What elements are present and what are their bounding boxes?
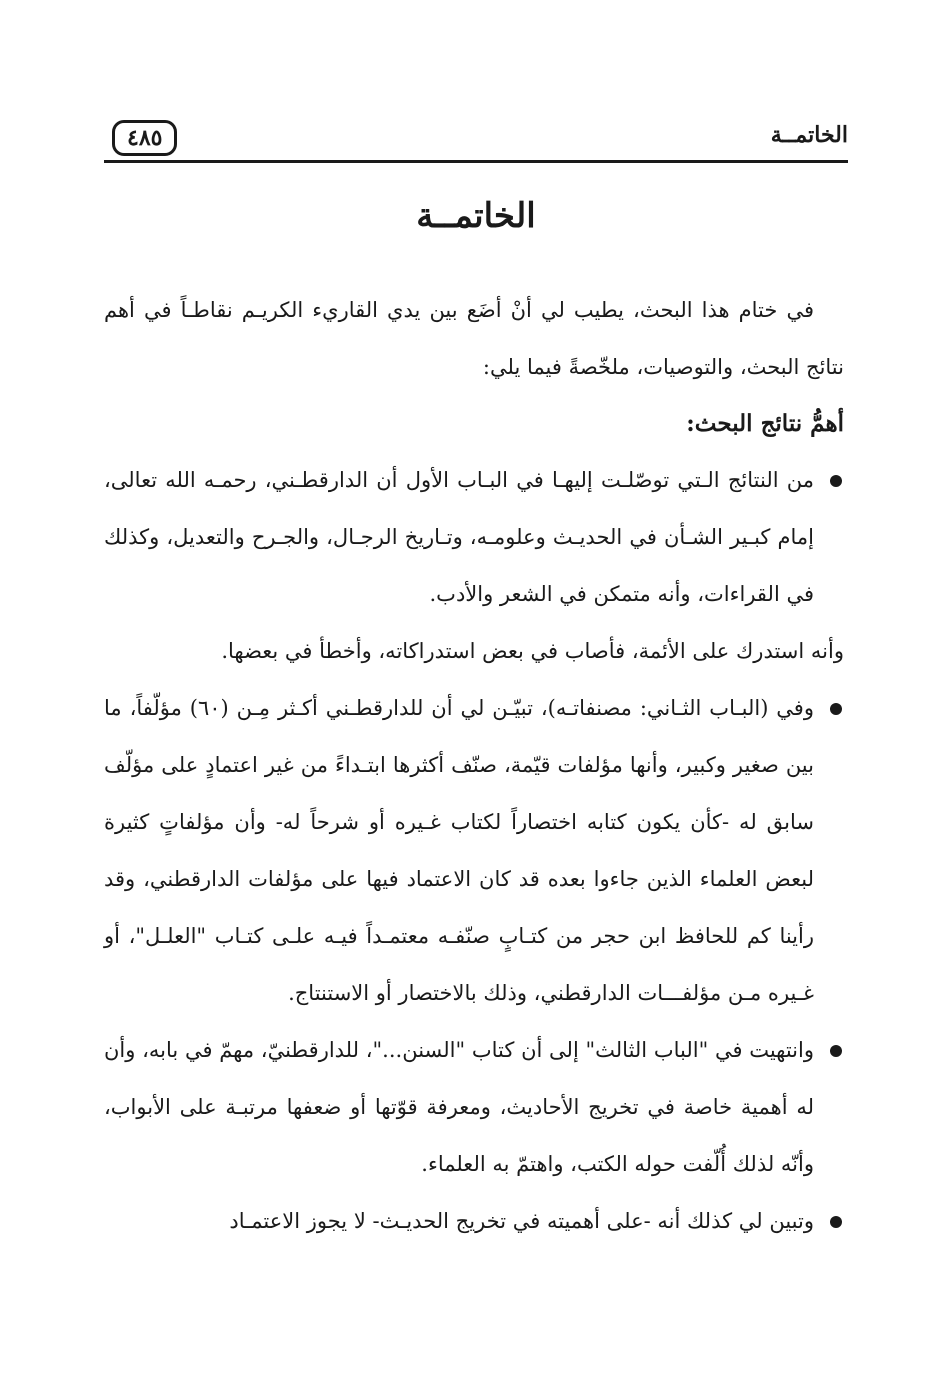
running-title: الخاتمــة — [770, 122, 848, 148]
bullet-text: وانتهيت في "الباب الثالث" إلى أن كتاب "السنن..."، للدارقطنيّ، مهمّ في بابه، وأن له أهمية خاصة في تخريج الأحاديث، ومعرفة قوّتها أو ضعفها مرتبـة على الأبواب، وأنّه لذلك أُلّفت حوله الكتب، واهتمّ به العلماء. — [104, 1038, 814, 1176]
bullet-dot-icon — [830, 703, 842, 715]
bullet-text: من النتائج الـتي توصّلـت إليهـا في البـاب الأول أن الدارقطـني، رحمـه الله تعالى، إمام كبـير الشـأن في الحديـث وعلومـه، وتـاريخ الرجـال، والجـرح والتعديل، وكذلك في القراءات، وأنه متمكن في الشعر والأدب. — [104, 468, 814, 606]
page-number-box: ٤٨٥ — [112, 120, 177, 156]
bullet-text: وفي (البـاب الثـاني: مصنفاتـه)، تبيّـن لي أن للدارقطـني أكـثر مِـن (٦٠) مؤلّفاً، ما بين صغير وكبير، وأنها مؤلفات قيّمة، صنّف أكثرها ابتـداءً من غير اعتمادٍ على مؤلّف سابق له -كأن يكون كتابه اختصاراً لكتاب غـيره أو شرحاً له- وأن مؤلفاتٍ كثيرة لبعض العلماء الذين جاءوا بعده قد كان الاعتماد فيها على مؤلفات الدارقطني، وقد رأينا كم للحافظ ابن حجر من كتـابٍ صنّفـه معتمـداً فيـه علـى كتـاب "العلـل"، أو غـيره مـن مؤلفـــات الدارقطني، وذلك بالاختصار أو الاستنتاج. — [104, 696, 814, 1005]
bullet-item — [104, 452, 844, 623]
bullet-dot-icon — [830, 1216, 842, 1228]
page-header — [104, 118, 848, 162]
bullet-dot-icon — [830, 1045, 842, 1057]
bullet-continuation: وأنه استدرك على الأئمة، فأصاب في بعض استدراكاته، وأخطأ في بعضها. — [221, 639, 844, 663]
intro-paragraph: في ختام هذا البحث، يطيب لي أنْ أضَع بين يدي القاريء الكريـم نقاطـاً في أهم نتائج البحث، والتوصيات، ملخّصةً فيما يلي: — [104, 298, 844, 379]
bullet-item — [104, 1022, 844, 1193]
bullet-item — [104, 1193, 844, 1250]
header-rule — [104, 160, 848, 163]
chapter-title: الخاتمــة — [416, 196, 536, 236]
bullet-text: وتبين لي كذلك أنه -على أهميته في تخريج الحديـث- لا يجوز الاعتمـاد — [229, 1209, 814, 1233]
bullet-dot-icon — [830, 475, 842, 487]
body-text — [104, 282, 844, 1250]
bullet-item — [104, 680, 844, 1022]
results-heading: أهمُّ نتائج البحث: — [686, 410, 844, 437]
